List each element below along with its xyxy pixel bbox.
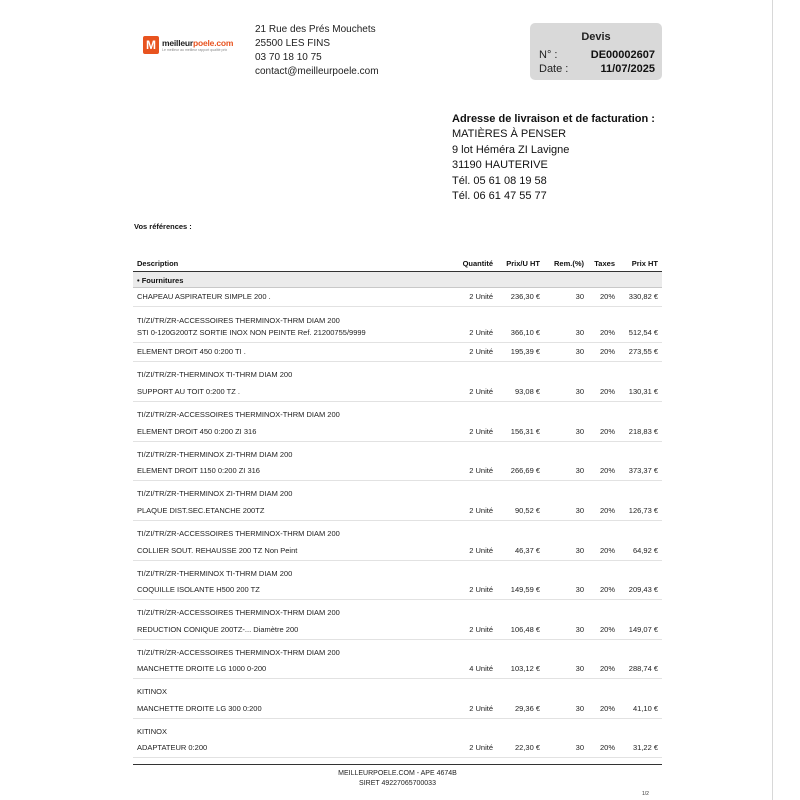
row-taxes: 20% (599, 743, 615, 752)
section-header (133, 272, 662, 288)
address-title: Adresse de livraison et de facturation : (452, 113, 655, 125)
row-quantity: 2 Unité (469, 347, 493, 356)
logo-name-part2: poele.com (193, 37, 234, 48)
category-line: TI/ZI/TR/ZR-ACCESSOIRES THERMINOX-THRM DIAM 200 (137, 608, 340, 617)
row-description: REDUCTION CONIQUE 200TZ-... Diamètre 200 (137, 625, 299, 634)
quote-date-label: Date : (539, 63, 569, 75)
row-quantity: 2 Unité (469, 292, 493, 301)
table-header (133, 256, 662, 272)
header-price: Prix HT (631, 259, 658, 268)
quote-number-row (539, 49, 655, 62)
row-quantity: 2 Unité (469, 743, 493, 752)
row-unit-price: 266,69 € (510, 466, 540, 475)
category-line: TI/ZI/TR/ZR-THERMINOX ZI-THRM DIAM 200 (137, 450, 293, 459)
table-row (133, 462, 662, 481)
table-row (133, 502, 662, 521)
category-line: TI/ZI/TR/ZR-THERMINOX TI-THRM DIAM 200 (137, 569, 293, 578)
row-unit-price: 236,30 € (510, 292, 540, 301)
category-line: TI/ZI/TR/ZR-THERMINOX ZI-THRM DIAM 200 (137, 489, 293, 498)
row-discount: 30 (575, 387, 584, 396)
row-discount: 30 (575, 506, 584, 515)
table-row (133, 383, 662, 402)
row-price: 130,31 € (628, 387, 658, 396)
footer-line2: SIRET 49227065700033 (359, 780, 436, 787)
row-quantity: 4 Unité (469, 664, 493, 673)
row-description: MANCHETTE DROITE LG 300 0:200 (137, 704, 262, 713)
row-discount: 30 (575, 625, 584, 634)
row-description: COLLIER SOUT. REHAUSSE 200 TZ Non Peint (137, 546, 298, 555)
row-description: ELEMENT DROIT 450 0:200 TI . (137, 347, 246, 356)
row-price: 273,55 € (628, 347, 658, 356)
row-quantity: 2 Unité (469, 427, 493, 436)
row-description: COQUILLE ISOLANTE H500 200 TZ (137, 585, 260, 594)
table-row (133, 288, 662, 307)
page-number: 1/2 (642, 791, 649, 797)
row-discount: 30 (575, 328, 584, 337)
row-discount: 30 (575, 546, 584, 555)
row-discount: 30 (575, 664, 584, 673)
row-quantity: 2 Unité (469, 625, 493, 634)
row-taxes: 20% (599, 704, 615, 713)
row-quantity: 2 Unité (469, 546, 493, 555)
row-unit-price: 93,08 € (514, 387, 540, 396)
table-row (133, 581, 662, 600)
table-row (133, 343, 662, 362)
row-unit-price: 103,12 € (510, 664, 540, 673)
row-discount: 30 (575, 466, 584, 475)
row-description: SUPPORT AU TOIT 0:200 TZ . (137, 387, 240, 396)
logo-name (162, 38, 233, 48)
logo-mark-icon: M (143, 36, 159, 54)
row-discount: 30 (575, 743, 584, 752)
row-price: 64,92 € (632, 546, 658, 555)
row-taxes: 20% (599, 427, 615, 436)
quote-title: Devis (581, 31, 611, 43)
row-discount: 30 (575, 427, 584, 436)
row-description: ELEMENT DROIT 450 0:200 ZI 316 (137, 427, 257, 436)
row-price: 218,83 € (628, 427, 658, 436)
company-street: 21 Rue des Prés Mouchets (255, 24, 376, 35)
quote-info-box (530, 23, 662, 80)
row-price: 288,74 € (628, 664, 658, 673)
row-unit-price: 22,30 € (514, 743, 540, 752)
row-taxes: 20% (599, 664, 615, 673)
row-unit-price: 90,52 € (514, 506, 540, 515)
row-unit-price: 106,48 € (510, 625, 540, 634)
table-row (133, 700, 662, 719)
row-price: 209,43 € (628, 585, 658, 594)
header-description: Description (137, 259, 179, 268)
row-description: MANCHETTE DROITE LG 1000 0-200 (137, 664, 267, 673)
category-line: TI/ZI/TR/ZR-ACCESSOIRES THERMINOX-THRM DIAM 200 (137, 648, 340, 657)
row-taxes: 20% (599, 292, 615, 301)
logo-text (162, 38, 233, 53)
logo-name-part1: meilleur (162, 37, 193, 48)
row-taxes: 20% (599, 585, 615, 594)
table-row (133, 621, 662, 640)
row-price: 31,22 € (632, 743, 658, 752)
quote-number-label: N° : (539, 49, 558, 61)
quote-date-row (539, 63, 655, 76)
row-price: 149,07 € (628, 625, 658, 634)
address-phone2: Tél. 06 61 47 55 77 (452, 190, 547, 203)
row-quantity: 2 Unité (469, 585, 493, 594)
row-unit-price: 46,37 € (514, 546, 540, 555)
row-taxes: 20% (599, 387, 615, 396)
row-price: 373,37 € (628, 466, 658, 475)
references-label: Vos références : (134, 222, 192, 231)
address-street: 9 lot Héméra ZI Lavigne (452, 143, 570, 156)
row-quantity: 2 Unité (469, 506, 493, 515)
category-line: KITINOX (137, 687, 168, 696)
delivery-address (452, 112, 655, 204)
row-taxes: 20% (599, 625, 615, 634)
row-unit-price: 195,39 € (510, 347, 540, 356)
row-discount: 30 (575, 704, 584, 713)
row-taxes: 20% (599, 466, 615, 475)
row-taxes: 20% (599, 347, 615, 356)
row-discount: 30 (575, 292, 584, 301)
company-logo (143, 34, 239, 56)
header-discount: Rem.(%) (553, 259, 584, 268)
page-edge (772, 0, 773, 800)
company-city: 25500 LES FINS (255, 38, 331, 49)
row-quantity: 2 Unité (469, 387, 493, 396)
row-description: ELEMENT DROIT 1150 0:200 ZI 316 (137, 466, 260, 475)
row-quantity: 2 Unité (469, 466, 493, 475)
quote-table (133, 256, 662, 752)
table-row (133, 324, 662, 343)
row-price: 41,10 € (632, 704, 658, 713)
row-unit-price: 149,59 € (510, 585, 540, 594)
row-quantity: 2 Unité (469, 704, 493, 713)
row-taxes: 20% (599, 546, 615, 555)
row-discount: 30 (575, 585, 584, 594)
row-unit-price: 366,10 € (510, 328, 540, 337)
address-city: 31190 HAUTERIVE (452, 159, 548, 172)
row-taxes: 20% (599, 506, 615, 515)
category-line: TI/ZI/TR/ZR-ACCESSOIRES THERMINOX-THRM DIAM 200 (137, 316, 340, 325)
row-description: ADAPTATEUR 0:200 (137, 743, 208, 752)
row-taxes: 20% (599, 328, 615, 337)
quote-date: 11/07/2025 (600, 63, 655, 75)
logo-tagline: Le meilleur au meilleur rapport qualité prix (162, 47, 228, 52)
category-line: KITINOX (137, 727, 168, 736)
header-quantity: Quantité (462, 259, 493, 268)
quote-number: DE00002607 (590, 49, 655, 61)
row-description: PLAQUE DIST.SEC.ETANCHE 200TZ (137, 506, 265, 515)
row-price: 512,54 € (628, 328, 658, 337)
row-unit-price: 29,36 € (514, 704, 540, 713)
footer (133, 769, 662, 789)
company-address (255, 23, 379, 79)
row-price: 126,73 € (628, 506, 658, 515)
header-taxes: Taxes (594, 259, 615, 268)
footer-line1: MEILLEURPOELE.COM - APE 4674B (338, 770, 457, 777)
section-title: • Fournitures (137, 276, 184, 285)
row-discount: 30 (575, 347, 584, 356)
row-description: CHAPEAU ASPIRATEUR SIMPLE 200 . (137, 292, 271, 301)
row-price: 330,82 € (628, 292, 658, 301)
address-name: MATIÈRES À PENSER (452, 128, 567, 141)
footer-divider (133, 764, 662, 765)
address-phone1: Tél. 05 61 08 19 58 (452, 174, 547, 187)
company-phone: 03 70 18 10 75 (255, 52, 322, 63)
table-row (133, 660, 662, 679)
category-line: TI/ZI/TR/ZR-ACCESSOIRES THERMINOX-THRM DIAM 200 (137, 410, 340, 419)
table-row (133, 542, 662, 561)
table-row (133, 423, 662, 442)
row-description: STI 0-120G200TZ SORTIE INOX NON PEINTE Ref. 21200755/9999 (137, 328, 366, 337)
company-email[interactable]: contact@meilleurpoele.com (255, 66, 379, 77)
header-unit-price: Prix/U HT (506, 259, 540, 268)
category-line: TI/ZI/TR/ZR-THERMINOX TI-THRM DIAM 200 (137, 370, 293, 379)
category-line: TI/ZI/TR/ZR-ACCESSOIRES THERMINOX-THRM DIAM 200 (137, 529, 340, 538)
row-unit-price: 156,31 € (510, 427, 540, 436)
table-row (133, 739, 662, 758)
row-quantity: 2 Unité (469, 328, 493, 337)
